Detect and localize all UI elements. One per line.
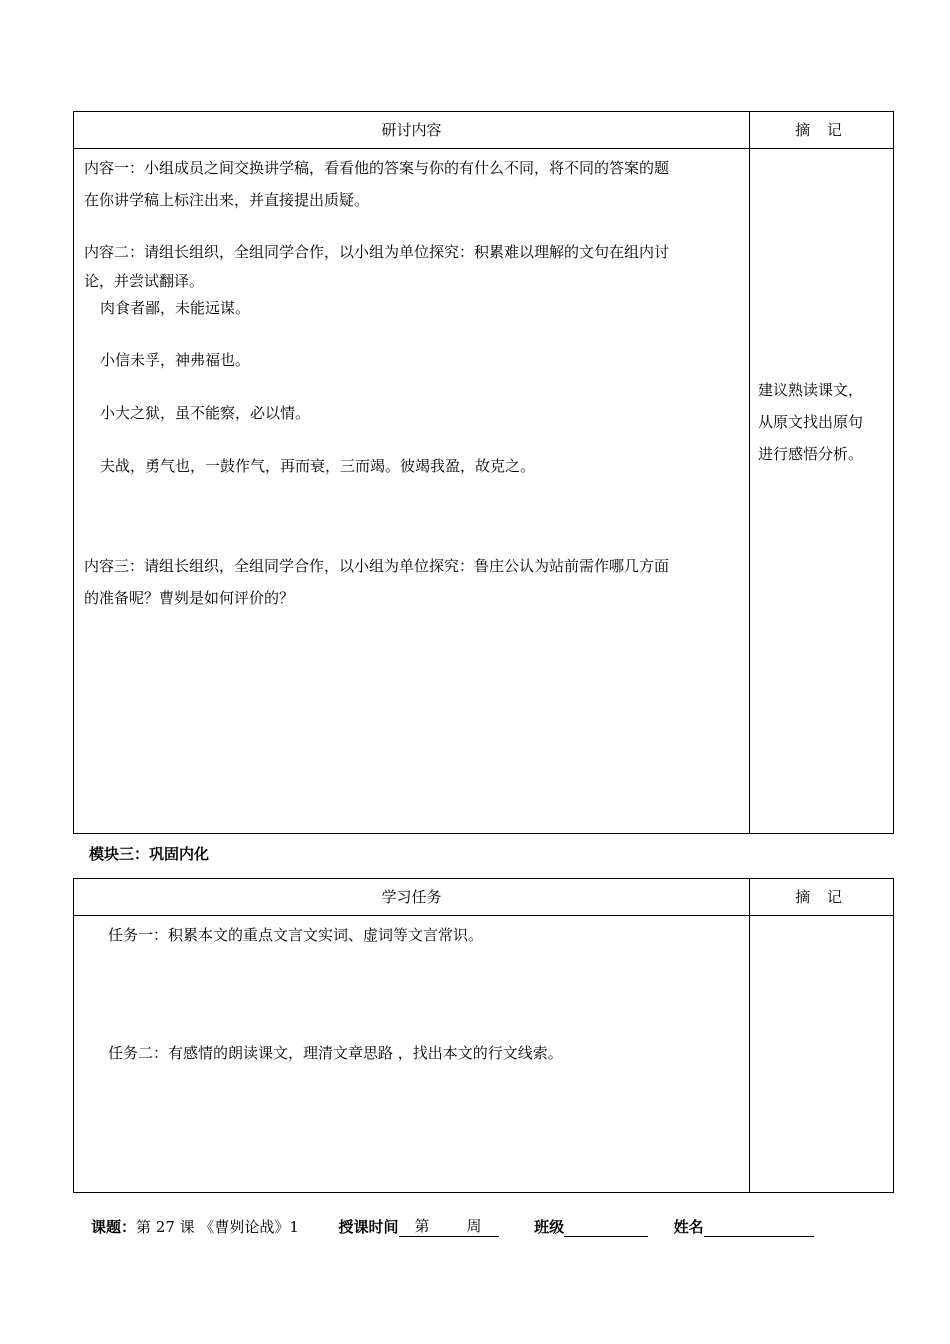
- side-note-line-3: 进行感悟分析。: [758, 445, 864, 463]
- content-2-line-1: 内容二：请组长组织，全组同学合作，以小组为单位探究：积累难以理解的文句在组内讨: [84, 243, 670, 261]
- content-1-line-1: 内容一：小组成员之间交换讲学稿，看看他的答案与你的有什么不同，将不同的答案的题: [84, 159, 670, 177]
- week-field[interactable]: [399, 1218, 499, 1237]
- task-1: 任务一：积累本文的重点文言文实词、虚词等文言常识。: [108, 926, 484, 944]
- header-notes: 摘 记: [795, 888, 848, 906]
- section-title: 模块三：巩固内化: [89, 845, 210, 863]
- topic-label: 课题：: [91, 1218, 137, 1236]
- sentence-3: 小大之狱，虽不能察，必以情。: [100, 404, 311, 422]
- name-label: 姓名: [673, 1218, 704, 1236]
- side-note-line-1: 建议熟读课文，: [758, 381, 864, 399]
- content-3-line-2: 的准备呢？曹刿是如何评价的？: [84, 589, 295, 607]
- class-field[interactable]: [564, 1218, 648, 1237]
- discussion-table: [73, 111, 894, 834]
- content-3-line-1: 内容三：请组长组织，全组同学合作，以小组为单位探究：鲁庄公认为站前需作哪几方面: [84, 557, 670, 575]
- header-learning-tasks: 学习任务: [381, 888, 442, 906]
- sentence-2: 小信未孚，神弗福也。: [100, 351, 251, 369]
- week-prefix: 第: [414, 1217, 430, 1235]
- week-suffix: 周: [466, 1217, 482, 1235]
- task-2: 任务二：有感情的朗读课文，理清文章思路 ，找出本文的行文线索。: [108, 1044, 563, 1062]
- class-label: 班级: [534, 1218, 565, 1236]
- content-2-line-2: 论，并尝试翻译。: [84, 272, 205, 290]
- name-field[interactable]: [704, 1218, 814, 1237]
- sentence-1: 肉食者鄙，未能远谋。: [100, 299, 251, 317]
- header-notes: 摘 记: [795, 121, 848, 139]
- topic-value: 第 27 课 《曹刿论战》1: [136, 1218, 299, 1236]
- side-note: [758, 374, 888, 470]
- lesson-footer: [91, 1216, 814, 1237]
- time-label: 授课时间: [338, 1218, 399, 1236]
- sentence-4: 夫战，勇气也，一鼓作气，再而衰，三而竭。彼竭我盈，故克之。: [100, 457, 536, 475]
- task-table: [73, 878, 894, 1193]
- side-note-line-2: 从原文找出原句: [758, 413, 864, 431]
- content-1-line-2: 在你讲学稿上标注出来，并直接提出质疑。: [84, 191, 370, 209]
- header-discussion-content: 研讨内容: [381, 121, 442, 139]
